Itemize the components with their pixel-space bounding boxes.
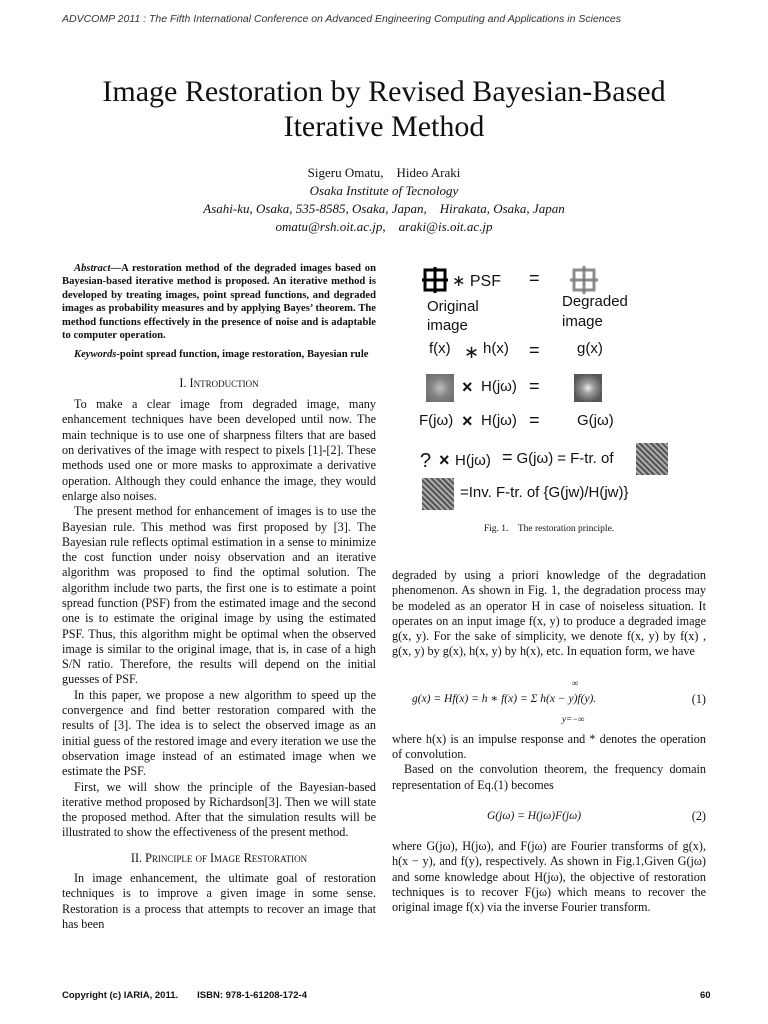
section-1-heading: I. Introduction — [179, 375, 259, 390]
section-2-paragraph-1: In image enhancement, the ultimate goal of restoration techniques is to improve a given image in some sense. Restoration is a process that attempts to recover an image that has been — [62, 871, 376, 931]
section-2-heading: II. Principle of Image Restoration — [130, 850, 308, 865]
affiliation: Osaka Institute of Tecnology — [309, 183, 459, 198]
authors: Sigeru Omatu, Hideo Araki — [307, 165, 461, 180]
original-spectrum-thumbnail — [426, 374, 454, 402]
title-line-1: Image Restoration by Revised Bayesian-Based — [102, 75, 666, 108]
degraded-image-label: image — [562, 313, 603, 330]
noisy-image-thumbnail-1 — [636, 443, 668, 475]
emails: omatu@rsh.oit.ac.jp, araki@is.oit.ac.jp — [275, 219, 493, 234]
right-paragraph-1: degraded by using a priori knowledge of the degradation phenomenon. As shown in Fig. 1, the degradation process may be modeled as an operator H in case of noiseless situation. It operates on an input image f(x, y) to produce a degraded image g(x, y). For the sake of simplicity, we denote f(x, y) by f(x) , g(x, y) by g(x), h(x, y) by h(x), etc. In equation form, we have — [392, 568, 706, 659]
forward-transform-expression — [502, 447, 613, 468]
abstract-label: Abstract — [74, 263, 111, 274]
equation-1-upper-limit: ∞ — [572, 677, 579, 688]
fjw-label: F(jω) — [419, 412, 454, 429]
equation-2-body: G(jω) = H(jω)F(jω) — [487, 809, 582, 822]
left-column — [62, 262, 376, 932]
keywords-label: Keywords — [74, 349, 117, 361]
equation-1-number: (1) — [691, 691, 706, 706]
address: Asahi-ku, Osaka, 535-8585, Osaka, Japan, Hirakata, Osaka, Japan — [203, 201, 565, 216]
times-sign-2: × — [462, 411, 473, 431]
original-label: Original — [427, 298, 479, 315]
title-line-2: Iterative Method — [283, 110, 485, 143]
intro-paragraph-4: First, we will show the principle of the Bayesian-based iterative method proposed by Richardson[3]. Then we will state the proposed method. After that the simulation results will be illustrated to show the effectiveness of the present method. — [62, 779, 376, 840]
figure-1 — [392, 262, 706, 547]
hjw-label-2: H(jω) — [481, 412, 517, 429]
author-block — [0, 164, 768, 236]
footer-copyright: Copyright (c) IARIA, 2011. ISBN: 978-1-61208-172-4 — [62, 990, 307, 1001]
equals-sign-1: = — [529, 268, 540, 288]
equals-sign-5: = — [502, 447, 513, 467]
conference-header: ADVCOMP 2011 : The Fifth International Conference on Advanced Engineering Computing and Applications in Sciences — [62, 13, 621, 25]
fx-label: f(x) — [429, 340, 451, 357]
original-image-label: image — [427, 317, 468, 334]
times-sign-3: × — [439, 450, 450, 470]
keywords-text: -point spread function, image restoration, Bayesian rule — [116, 349, 369, 361]
question-mark: ? — [420, 450, 432, 472]
noisy-image-thumbnail-2 — [422, 478, 454, 510]
times-sign-1: × — [462, 377, 473, 397]
degraded-spectrum-thumbnail — [574, 374, 602, 402]
psf-label: ∗ PSF — [452, 273, 501, 290]
hjw-label-3: H(jω) — [455, 452, 491, 469]
equation-2-number: (2) — [691, 808, 706, 823]
hx-label: h(x) — [483, 340, 509, 357]
figure-caption: Fig. 1. The restoration principle. — [483, 524, 615, 534]
abstract — [62, 262, 376, 342]
equals-sign-4: = — [529, 410, 540, 430]
equation-1-lower-limit: y=−∞ — [562, 713, 585, 724]
degraded-image-icon — [570, 266, 598, 294]
right-column — [392, 568, 706, 915]
right-paragraph-2: where h(x) is an impulse response and * denotes the operation of convolution. — [392, 731, 706, 762]
forward-transform-label: = F-tr. of — [557, 450, 614, 467]
hjw-label-1: H(jω) — [481, 378, 517, 395]
equals-sign-2: = — [529, 340, 540, 360]
gjw-label-2: G(jω) — [516, 450, 554, 467]
intro-paragraph-1: To make a clear image from degraded image, many enhancement techniques have been developed until now. The main technique is to use one of sharpness filters that are based on derivatives of the image with respect to pixels [1]-[2]. These methods used one or more masks to approximate a derivative operation. Although they could enhance the image, they would enlarge also noises. — [62, 397, 376, 503]
inverse-transform-label: =Inv. F-tr. of {G(jw)/H(jw)} — [460, 484, 629, 501]
right-paragraph-4: where G(jω), H(jω), and F(jω) are Fourier transforms of g(x), h(x − y), and f(y), respectively. As shown in Fig.1,Given G(jω) and some knowledge about H(jω), the objective of restoration techniques is to recover F(jω) which means to recover the original image f(x) via the inverse Fourier transform. — [392, 838, 706, 915]
intro-paragraph-2: The present method for enhancement of images is to use the Bayesian rule. This method was first proposed by [3]. The Bayesian rule reflects optimal estimation in a sense to minimize the cost function under noisy observation and an iterative algorithm was proposed to find the optimal solution. The algorithm include two parts, the first one is to estimate a point spread function (PSF) from the estimated image and the second one is to estimate the original image by using the estimated PSF. Thus, this algorithm might be optimal when the observed image is similar to the original image, that is, in case of a high S/N ratio. Therefore, the results will depend on the initial guesses of PSF. — [62, 504, 376, 687]
convolution-star: ∗ — [464, 342, 480, 362]
original-image-icon — [422, 267, 448, 293]
equals-sign-3: = — [529, 376, 540, 396]
intro-paragraph-3: In this paper, we propose a new algorithm to speed up the convergence and find better restoration compared with the results of [3]. The idea is to select the observed image as an initial guess of the restored image and every iteration we use the observation image instead of an estimated image when we estimate the PSF. — [62, 687, 376, 779]
degraded-label: Degraded — [562, 293, 628, 310]
right-paragraph-3: Based on the convolution theorem, the frequency domain representation of Eq.(1) becomes — [392, 762, 706, 792]
keywords — [62, 348, 376, 361]
equation-1 — [392, 662, 706, 732]
gjw-label: G(jω) — [577, 412, 614, 429]
equation-1-body: g(x) = Hf(x) = h ∗ f(x) = Σ h(x − y)f(y). — [412, 692, 597, 705]
gx-label: g(x) — [577, 340, 603, 357]
paper-title — [0, 74, 768, 144]
page-number: 60 — [700, 990, 711, 1001]
equation-2 — [392, 793, 706, 839]
abstract-text: —A restoration method of the degraded images based on Bayesian-based iterative method is proposed. An iterative method is developed by treating images, point spread functions, and degraded images as probability measures and by applying Bayes’ theorem. The method functions effectively in the presence of noise and is adaptable to computer operation. — [62, 263, 376, 342]
